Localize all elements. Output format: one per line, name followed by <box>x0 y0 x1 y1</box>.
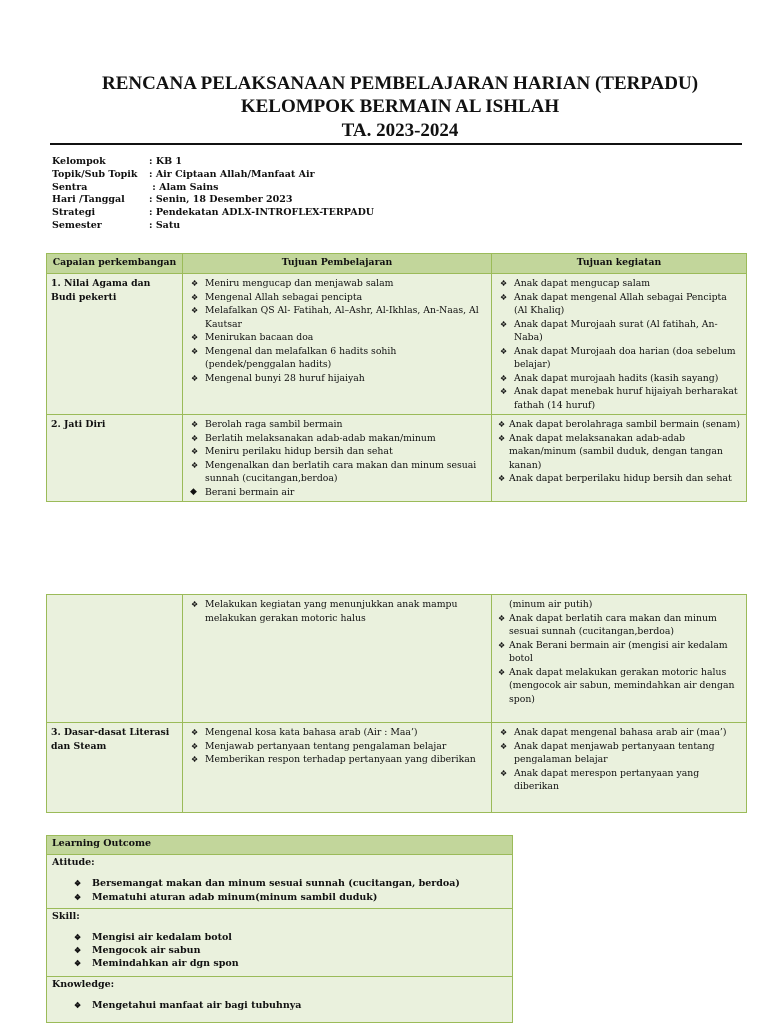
table-row <box>47 723 747 813</box>
list-item: ❖ Anak dapat mengucap salam <box>496 277 742 291</box>
list-item: ❖ Mengocok air sabun <box>52 944 508 957</box>
list-item: ❖ Melafalkan QS Al- Fatihah, Al–Ashr, Al-Ikhlas, An-Naas, Al Kautsar <box>187 304 487 331</box>
list-item: ❖ Berolah raga sambil bermain <box>187 418 487 432</box>
info-row: Topik/Sub Topik : Air Ciptaan Allah/Manfaat Air <box>52 168 315 180</box>
learning-outcome-table <box>46 835 513 1023</box>
list-item: ❖ Mematuhi aturan adab minum(minum sambil duduk) <box>52 891 508 904</box>
list-item: ❖ Anak dapat berolahraga sambil bermain (senam) <box>496 418 742 432</box>
doc-title-line3: TA. 2023-2024 <box>341 120 459 141</box>
outcome-section-attitude <box>47 855 513 909</box>
list-item: ❖ Memindahkan air dgn spon <box>52 957 508 970</box>
list-item: ❖ Meniru mengucap dan menjawab salam <box>187 277 487 291</box>
list-item: ❖ Bersemangat makan dan minum sesuai sunnah (cucitangan, berdoa) <box>52 877 508 890</box>
table-row <box>47 415 747 502</box>
list-item: ❖ Melakukan kegiatan yang menunjukkan anak mampu melakukan gerakan motoric halus <box>187 598 487 625</box>
list-item: ❖ Anak Berani bermain air (mengisi air kedalam botol <box>496 639 742 666</box>
list-item: ❖ Berlatih melaksanakan adab-adab makan/minum <box>187 432 487 446</box>
rpph-table-continued <box>46 594 747 813</box>
table-header-row <box>47 254 747 274</box>
pembelajaran-cell <box>183 415 492 502</box>
list-item: ❖ Mengenal Allah sebagai pencipta <box>187 291 487 305</box>
table-row <box>47 595 747 723</box>
pembelajaran-cell <box>183 723 492 813</box>
kegiatan-cell <box>492 415 747 502</box>
capaian-cell: 3. Dasar-dasat Literasi dan Steam <box>47 723 183 813</box>
learning-outcome-title: Learning Outcome <box>47 836 513 855</box>
list-item: ❖ Mengenal kosa kata bahasa arab (Air : Maa’) <box>187 726 487 740</box>
section-label: Skill: <box>52 910 80 922</box>
list-item: ❖ Anak dapat mengenal bahasa arab air (maa’) <box>496 726 742 740</box>
list-item: ❖ Menjawab pertanyaan tentang pengalaman belajar <box>187 740 487 754</box>
capaian-cell: 2. Jati Diri <box>47 415 183 502</box>
pembelajaran-cell <box>183 595 492 723</box>
list-item: ❖ Anak dapat menebak huruf hijaiyah berharakat fathah (14 huruf) <box>496 385 742 412</box>
title-divider <box>50 143 742 145</box>
list-item: ❖ Anak dapat berlatih cara makan dan minum sesuai sunnah (cucitangan,berdoa) <box>496 612 742 639</box>
header-capaian: Capaian perkembangan <box>47 254 183 274</box>
capaian-cell: 1. Nilai Agama dan Budi pekerti <box>47 274 183 415</box>
list-item: ❖ Anak dapat melakukan gerakan motoric halus (mengocok air sabun, memindahkan air dengan spon) <box>496 666 742 707</box>
kegiatan-cell <box>492 274 747 415</box>
kegiatan-continuation: (minum air putih) <box>509 599 593 610</box>
list-item: ❖ Anak dapat berperilaku hidup bersih dan sehat <box>496 472 742 486</box>
rpph-table <box>46 253 747 502</box>
list-item: ❖ Anak dapat melaksanakan adab-adab makan/minum (sambil duduk, dengan tangan kanan) <box>496 432 742 473</box>
header-tujuan-kegiatan: Tujuan kegiatan <box>492 254 747 274</box>
info-row: Kelompok : KB 1 <box>52 156 183 167</box>
list-item: ❖ Memberikan respon terhadap pertanyaan yang diberikan <box>187 753 487 767</box>
list-item: ❖ Anak dapat merespon pertanyaan yang diberikan <box>496 767 742 794</box>
outcome-section-knowledge <box>47 976 513 1022</box>
list-item: ❖ Mengenalkan dan berlatih cara makan dan minum sesuai sunnah (cucitangan,berdoa) <box>187 459 487 486</box>
section-label: Atitude: <box>52 857 95 869</box>
info-row: Strategi : Pendekatan ADLX-INTROFLEX-TERPADU <box>52 207 375 219</box>
kegiatan-cell <box>492 723 747 813</box>
table-row <box>47 274 747 415</box>
list-item: ❖ Anak dapat Murojaah surat (Al fatihah, An-Naba) <box>496 318 742 345</box>
list-item: ❖ Mengenal dan melafalkan 6 hadits sohih (pendek/penggalan hadits) <box>187 345 487 372</box>
list-item: ❖ Anak dapat mengenal Allah sebagai Pencipta (Al Khaliq) <box>496 291 742 318</box>
list-item: ❖ Anak dapat Murojaah doa harian (doa sebelum belajar) <box>496 345 742 372</box>
list-item: ❖ Meniru perilaku hidup bersih dan sehat <box>187 445 487 459</box>
list-item: ❖ Mengenal bunyi 28 huruf hijaiyah <box>187 372 487 386</box>
list-item: ❖ Anak dapat menjawab pertanyaan tentang pengalaman belajar <box>496 740 742 767</box>
list-item: ◆ Berani bermain air <box>187 486 487 500</box>
header-tujuan-pembelajaran: Tujuan Pembelajaran <box>183 254 492 274</box>
info-row: Semester : Satu <box>52 219 181 231</box>
outcome-section-skill <box>47 908 513 976</box>
kegiatan-cell <box>492 595 747 723</box>
list-item: ❖ Mengetahui manfaat air bagi tubuhnya <box>52 999 508 1012</box>
list-item: ❖ Menirukan bacaan doa <box>187 331 487 345</box>
info-row: Sentra : Alam Sains <box>52 181 219 193</box>
list-item: ❖ Anak dapat murojaah hadits (kasih sayang) <box>496 372 742 386</box>
capaian-cell <box>47 595 183 723</box>
doc-title-line1: RENCANA PELAKSANAAN PEMBELAJARAN HARIAN (TERPADU) <box>101 73 699 94</box>
list-item: ❖ Mengisi air kedalam botol <box>52 931 508 944</box>
pembelajaran-cell <box>183 274 492 415</box>
doc-title-line2: KELOMPOK BERMAIN AL ISHLAH <box>240 96 560 117</box>
section-label: Knowledge: <box>52 978 115 990</box>
info-row: Hari /Tanggal : Senin, 18 Desember 2023 <box>52 194 293 206</box>
info-block <box>52 156 374 233</box>
